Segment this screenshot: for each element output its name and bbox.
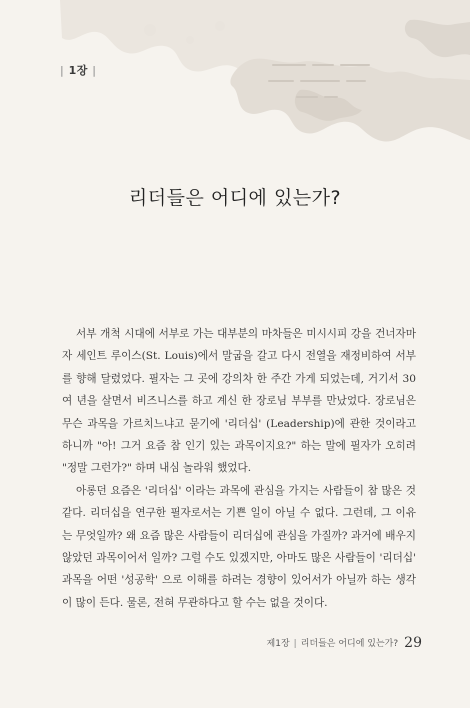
page-footer <box>267 635 422 651</box>
chapter-tag-left-bar: | <box>60 64 65 77</box>
paragraph-1: 서부 개척 시대에 서부로 가는 대부분의 마차들은 미시시피 강을 건너자마자 세인트 루이스(St. Louis)에서 말굽을 갈고 다시 전열을 재정비하여 서부를 향해 달렸었다. 필자는 그 곳에 강의차 한 주간 가게 되었는데, 거기서 30여 년을 살면서 비즈니스를 하고 계신 한 장로님 부부를 만났었다. 장로님은 무슨 과목을 가르치느냐고 묻기에 '리더십' (Leadership)에 관한 것이라고 하니까 "아! 그거 요즘 참 인기 있는 과목이지요?" 하는 말에 필자가 오히려 "정말 그런가?" 하며 내심 놀라워 했었다. <box>62 328 416 475</box>
map-background-image <box>0 0 470 160</box>
chapter-tag-right-bar: | <box>92 64 97 77</box>
chapter-title: 리더들은 어디에 있는가? <box>128 187 342 209</box>
chapter-tag-label: 1장 <box>68 64 88 77</box>
footer-title: 리더들은 어디에 있는가? <box>300 639 399 649</box>
chapter-tag <box>60 62 96 78</box>
paragraph-2: 아롱던 요즘은 '리더십' 이라는 과목에 관심을 가지는 사람들이 참 많은 것 같다. 리더십을 연구한 필자로서는 기쁜 일이 아닐 수 없다. 그런데, 그 이유는 무엇일까? 왜 요즘 많은 사람들이 리더십에 관심을 가질까? 과거에 배우지 않았던 과목이어서 일까? 그럴 수도 있겠지만, 아마도 많은 사람들이 '리더십' 과목을 어떤 '성공학' 으로 이해를 하려는 경향이 있어서가 아닐까 하는 생각이 많이 든다. 물론, 전혀 무관하다고 할 수는 없을 것이다. <box>62 484 416 609</box>
body-text <box>62 323 416 614</box>
page-number: 29 <box>404 635 422 651</box>
footer-chapter: 제1장 <box>266 639 290 649</box>
footer-separator: | <box>293 639 297 649</box>
